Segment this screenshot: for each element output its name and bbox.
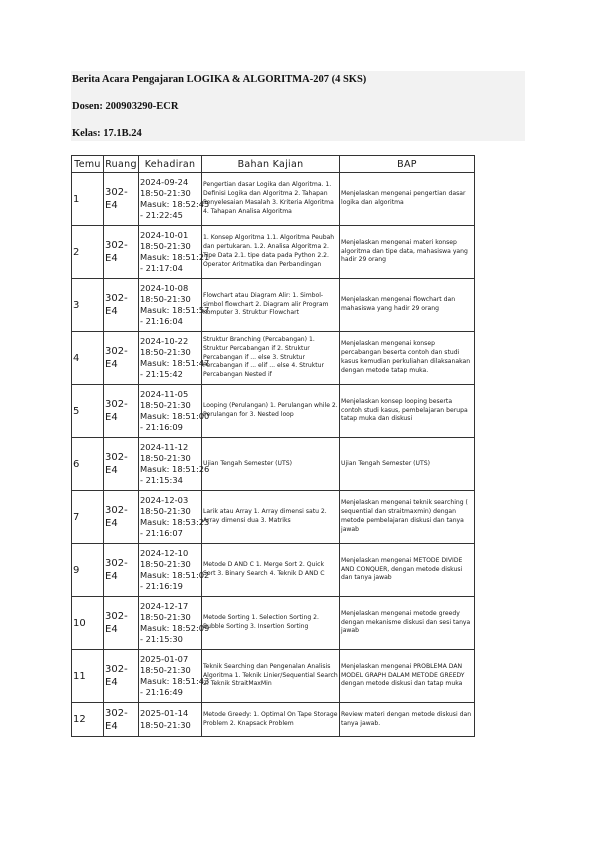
kehadiran-cell <box>139 544 210 597</box>
table-row <box>72 703 475 737</box>
selesai-time: - 21:22:45 <box>140 210 183 221</box>
tanggal: 2024-12-17 <box>140 600 189 611</box>
tanggal: 2024-10-22 <box>140 335 189 346</box>
ruang-cell: 302-E4 <box>104 491 139 544</box>
col-header-bahan-kajian: Bahan Kajian <box>202 156 340 173</box>
col-header-ruang: Ruang <box>104 156 139 173</box>
bahan-kajian-cell: Struktur Branching (Percabangan) 1. Struktur Percabangan if 2. Struktur Percabangan if ... else 3. Struktur Percabangan if ... elif ... else 4. Struktur Percabangan Nested if <box>202 332 340 385</box>
ruang-cell: 302-E4 <box>104 544 139 597</box>
kehadiran-cell <box>139 491 210 544</box>
bahan-kajian-cell: Teknik Searching dan Pengenalan Analisis Algoritma 1. Teknik Linier/Sequential Search 2. Teknik StraitMaxMin <box>202 650 340 703</box>
tanggal: 2024-10-01 <box>140 229 189 240</box>
col-header-kehadiran: Kehadiran <box>139 156 202 173</box>
selesai-time: - 21:16:07 <box>140 528 183 539</box>
table-row <box>72 544 475 597</box>
bahan-kajian-cell: 1. Konsep Algoritma 1.1. Algoritma Peubah dan pertukaran. 1.2. Analisa Algoritma 2. Tipe Data 2.1. tipe data pada Python 2.2. Operator Aritmatika dan Perbandingan <box>202 226 340 279</box>
temu-cell: 7 <box>72 491 104 544</box>
tanggal: 2024-12-03 <box>140 494 189 505</box>
temu-cell: 1 <box>72 173 104 226</box>
bap-table <box>71 155 475 737</box>
table-header-row <box>72 156 475 173</box>
bahan-kajian-cell: Larik atau Array 1. Array dimensi satu 2. Array dimensi dua 3. Matriks <box>202 491 340 544</box>
table-row <box>72 385 475 438</box>
selesai-time: - 21:17:04 <box>140 263 183 274</box>
ruang-cell: 302-E4 <box>104 703 139 737</box>
temu-cell: 12 <box>72 703 104 737</box>
ruang-cell: 302-E4 <box>104 597 139 650</box>
tanggal: 2024-11-12 <box>140 441 189 452</box>
masuk-time: Masuk: 18:51:47 <box>140 358 210 368</box>
jam: 18:50-21:30 <box>140 187 191 198</box>
temu-cell: 11 <box>72 650 104 703</box>
selesai-time: - 21:15:42 <box>140 369 183 380</box>
table-row <box>72 491 475 544</box>
bap-cell: Menjelaskan mengenai metode greedy dengan mekanisme diskusi dan sesi tanya jawab <box>340 597 475 650</box>
bahan-kajian-cell: Ujian Tengah Semester (UTS) <box>202 438 340 491</box>
dosen-label: Dosen: 200903290-ECR <box>72 101 179 112</box>
kehadiran-cell <box>139 279 210 332</box>
ruang-cell: 302-E4 <box>104 385 139 438</box>
masuk-time: Masuk: 18:51:26 <box>140 464 210 474</box>
bap-cell: Menjelaskan mengenai konsep percabangan beserta contoh dan studi kasus kemudian perkuliahan dilaksanakan dengan metode tatap muka. <box>340 332 475 385</box>
ruang-cell: 302-E4 <box>104 226 139 279</box>
page-title: Berita Acara Pengajaran LOGIKA & ALGORITMA-207 (4 SKS) <box>72 74 367 85</box>
kehadiran-cell <box>139 438 210 491</box>
jam: 18:50-21:30 <box>140 346 191 357</box>
temu-cell: 6 <box>72 438 104 491</box>
kehadiran-cell <box>139 173 210 226</box>
kehadiran-cell <box>139 226 210 279</box>
bap-cell: Menjelaskan mengenai teknik searching ( sequential dan straitmaxmin) dengan metode pembelajaran diskusi dan tanya jawab <box>340 491 475 544</box>
tanggal: 2024-12-10 <box>140 547 189 558</box>
masuk-time: Masuk: 18:52:09 <box>140 623 210 633</box>
table-row <box>72 173 475 226</box>
jam: 18:50-21:30 <box>140 611 191 622</box>
selesai-time: - 21:15:30 <box>140 634 183 645</box>
bahan-kajian-cell: Metode Greedy: 1. Optimal On Tape Storage Problem 2. Knapsack Problem <box>202 703 340 737</box>
col-header-temu: Temu <box>72 156 104 173</box>
jam: 18:50-21:30 <box>140 719 191 730</box>
bap-cell: Menjelaskan mengenai materi konsep algoritma dan tipe data, mahasiswa yang hadir 29 orang <box>340 226 475 279</box>
bap-cell: Menjelaskan mengenai PROBLEMA DAN MODEL GRAPH DALAM METODE GREEDY dengan metode diskusi dan tatap muka <box>340 650 475 703</box>
ruang-cell: 302-E4 <box>104 173 139 226</box>
masuk-time: Masuk: 18:51:02 <box>140 570 210 580</box>
selesai-time: - 21:16:09 <box>140 422 183 433</box>
jam: 18:50-21:30 <box>140 240 191 251</box>
table-row <box>72 279 475 332</box>
kehadiran-cell <box>139 650 210 703</box>
bahan-kajian-cell: Pengertian dasar Logika dan Algoritma. 1. Definisi Logika dan Algoritma 2. Tahapan Penyelesaian Masalah 3. Kriteria Algoritma 4. Tahapan Analisa Algoritma <box>202 173 340 226</box>
jam: 18:50-21:30 <box>140 664 191 675</box>
ruang-cell: 302-E4 <box>104 332 139 385</box>
selesai-time: - 21:16:49 <box>140 687 183 698</box>
selesai-time: - 21:16:19 <box>140 581 183 592</box>
masuk-time: Masuk: 18:51:21 <box>140 252 210 262</box>
temu-cell: 10 <box>72 597 104 650</box>
bap-cell: Ujian Tengah Semester (UTS) <box>340 438 475 491</box>
tanggal: 2025-01-07 <box>140 653 189 664</box>
ruang-cell: 302-E4 <box>104 438 139 491</box>
jam: 18:50-21:30 <box>140 399 191 410</box>
bahan-kajian-cell: Looping (Perulangan) 1. Perulangan while 2. Perulangan for 3. Nested loop <box>202 385 340 438</box>
table-row <box>72 650 475 703</box>
bap-cell: Menjelaskan mengenai flowchart dan mahasiswa yang hadir 29 orang <box>340 279 475 332</box>
tanggal: 2025-01-14 <box>140 708 189 719</box>
bap-cell: Menjelaskan konsep looping beserta contoh studi kasus, pembelajaran berupa tatap muka dan diskusi <box>340 385 475 438</box>
kehadiran-cell <box>139 332 210 385</box>
masuk-time: Masuk: 18:51:57 <box>140 305 210 315</box>
ruang-cell: 302-E4 <box>104 279 139 332</box>
masuk-time: Masuk: 18:51:43 <box>140 676 210 686</box>
temu-cell: 3 <box>72 279 104 332</box>
masuk-time: Masuk: 18:51:00 <box>140 411 210 421</box>
bahan-kajian-cell: Flowchart atau Diagram Alir: 1. Simbol-simbol flowchart 2. Diagram alir Program Komputer 3. Struktur Flowchart <box>202 279 340 332</box>
temu-cell: 4 <box>72 332 104 385</box>
kehadiran-cell <box>139 385 210 438</box>
jam: 18:50-21:30 <box>140 452 191 463</box>
masuk-time: Masuk: 18:53:23 <box>140 517 210 527</box>
bap-cell: Review materi dengan metode diskusi dan tanya jawab. <box>340 703 475 737</box>
kelas-label: Kelas: 17.1B.24 <box>72 128 142 139</box>
jam: 18:50-21:30 <box>140 558 191 569</box>
tanggal: 2024-09-24 <box>140 176 189 187</box>
selesai-time: - 21:15:34 <box>140 475 183 486</box>
temu-cell: 5 <box>72 385 104 438</box>
table-row <box>72 332 475 385</box>
jam: 18:50-21:30 <box>140 293 191 304</box>
temu-cell: 9 <box>72 544 104 597</box>
col-header-bap: BAP <box>340 156 475 173</box>
bap-cell: Menjelaskan mengenai METODE DIVIDE AND CONQUER, dengan metode diskusi dan tanya jawab <box>340 544 475 597</box>
tanggal: 2024-11-05 <box>140 388 189 399</box>
table-row <box>72 226 475 279</box>
ruang-cell: 302-E4 <box>104 650 139 703</box>
tanggal: 2024-10-08 <box>140 282 189 293</box>
temu-cell: 2 <box>72 226 104 279</box>
bahan-kajian-cell: Metode Sorting 1. Selection Sorting 2. Bubble Sorting 3. Insertion Sorting <box>202 597 340 650</box>
kehadiran-cell <box>139 597 210 650</box>
bahan-kajian-cell: Metode D AND C 1. Merge Sort 2. Quick Sort 3. Binary Search 4. Teknik D AND C <box>202 544 340 597</box>
table-row <box>72 597 475 650</box>
jam: 18:50-21:30 <box>140 505 191 516</box>
masuk-time: Masuk: 18:52:45 <box>140 199 210 209</box>
kehadiran-cell <box>139 703 202 737</box>
selesai-time: - 21:16:04 <box>140 316 183 327</box>
table-row <box>72 438 475 491</box>
bap-cell: Menjelaskan mengenai pengertian dasar logika dan algoritma <box>340 173 475 226</box>
